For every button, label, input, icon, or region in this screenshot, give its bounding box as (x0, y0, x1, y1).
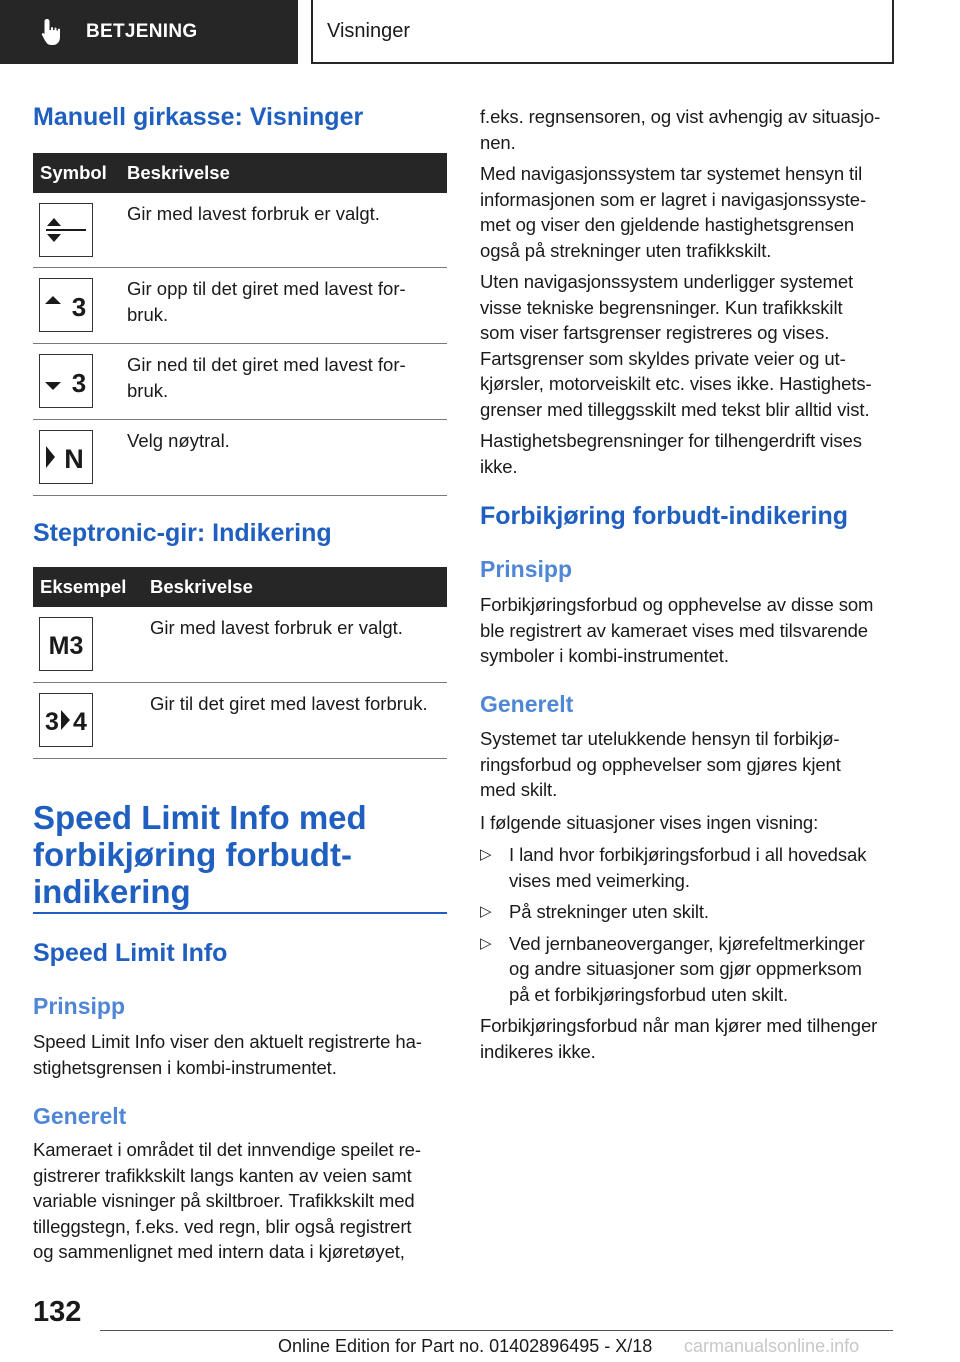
table-manuell-symbols (33, 153, 447, 496)
bullet-list (480, 842, 900, 1007)
heading-manuell-girkasse: Manuell girkasse: Visninger (33, 103, 364, 131)
gear-digit: 3 (71, 368, 87, 396)
row-description (127, 268, 406, 343)
row-description: Gir med lavest forbruk er valgt. (150, 617, 403, 638)
heading-line: forbikjøring forbudt- (33, 836, 352, 873)
table-steptronic-examples (33, 567, 447, 759)
text-line: nen. (480, 131, 516, 153)
text-line: I land hvor forbikjøringsforbud i all hovedsak (509, 844, 867, 865)
text-line: På strekninger uten skilt. (509, 901, 709, 922)
text-line: Ved jernbaneoverganger, kjørefeltmerkinger (509, 932, 865, 954)
paragraph-prinsipp (33, 1029, 453, 1080)
text-line: som viser fartsgrenser registreres og vises. (480, 322, 830, 343)
neutral-symbol (39, 430, 93, 484)
paragraph-generelt-right (480, 726, 900, 803)
text-line: ringsforbud og opphevelser som gjøres kjent (480, 753, 841, 775)
text-line: vises med veimerking. (509, 869, 690, 891)
text-line: Speed Limit Info viser den aktuelt registrerte ha- (33, 1031, 422, 1052)
text-line: variable visninger på skiltbroer. Trafikkskilt med (33, 1190, 415, 1211)
list-item (480, 842, 900, 893)
shift-down-icon (43, 366, 89, 396)
list-item (480, 899, 900, 925)
table-row (33, 683, 447, 759)
text-line: ikke. (480, 455, 518, 477)
shift-down-symbol (39, 354, 93, 408)
paragraph-tilhenger (480, 1013, 900, 1064)
paragraph-prinsipp-right (480, 592, 900, 669)
text-line: Uten navigasjonssystem underligger systemet (480, 271, 854, 292)
text-line: og andre situasjoner som gjør oppmerksom (509, 958, 862, 979)
header-chapter-tab (311, 0, 894, 64)
heading-generelt: Generelt (33, 1103, 127, 1129)
text-line: tilleggstegn, f.eks. ved regn, blir også registrert (33, 1215, 412, 1237)
heading-steptronic: Steptronic-gir: Indikering (33, 519, 332, 547)
col-description-header: Beskrivelse (150, 576, 253, 597)
text-line: Fartsgrenser som skyldes private veier og ut- (480, 347, 846, 369)
text-line: med skilt. (480, 779, 558, 800)
text-line: også på strekninger uten trafikkskilt. (480, 239, 772, 261)
heading-prinsipp-right: Prinsipp (480, 556, 573, 582)
text-line: indikeres ikke. (480, 1040, 596, 1062)
text-line: og sammenlignet med intern data i kjøretøyet, (33, 1241, 405, 1262)
table-header (33, 567, 447, 607)
heading-line: indikering (33, 873, 191, 910)
text-line: stighetsgrensen i kombi-instrumentet. (33, 1056, 337, 1078)
text-line: f.eks. regnsensoren, og vist avhengig av situasjo- (480, 106, 881, 127)
heading-rule (33, 912, 447, 914)
gear-digit: 3 (71, 292, 87, 320)
heading-prinsipp: Prinsipp (33, 993, 126, 1019)
paragraph-navigation (480, 161, 900, 263)
header-section-tab (0, 0, 298, 64)
text-line: Hastighetsbegrensninger for tilhengerdrift vises (480, 430, 862, 451)
desc-line: bruk. (127, 303, 169, 325)
text-line: Kameraet i området til det innvendige speilet re- (33, 1139, 421, 1160)
page-number: 132 (33, 1296, 82, 1328)
shift-3-to-4-icon (42, 705, 90, 735)
gear-digit: 3 (45, 708, 59, 735)
shift-up-symbol (39, 278, 93, 332)
neutral-icon (43, 442, 89, 472)
text-line: symboler i kombi-instrumentet. (480, 645, 729, 666)
table-row (33, 607, 447, 683)
col-description-header: Beskrivelse (127, 162, 230, 183)
col-symbol-header: Symbol (40, 162, 107, 183)
list-item (480, 931, 900, 1008)
watermark-text: carmanualsonline.info (684, 1336, 860, 1356)
paragraph-continued (480, 104, 900, 155)
table-row (33, 420, 447, 496)
text-line: ble registrert av kameraet vises med tilsvarende (480, 619, 868, 641)
pointing-hand-icon (40, 17, 66, 47)
list-item-text (509, 842, 900, 893)
text-line: på et forbikjøringsforbud uten skilt. (509, 983, 789, 1005)
gear-digit: 4 (73, 708, 87, 735)
table-row (33, 193, 447, 268)
list-item-text (509, 931, 900, 1008)
shift-up-icon (43, 290, 89, 320)
triangle-bullet-icon: ▷ (480, 934, 492, 952)
edition-text: Online Edition for Part no. 01402896495 - X/18 (278, 1336, 653, 1356)
heading-forbikjoring: Forbikjøring forbudt-indikering (480, 502, 849, 530)
desc-line: Gir ned til det giret med lavest for- (127, 354, 406, 375)
table-row (33, 268, 447, 344)
triangle-bullet-icon: ▷ (480, 903, 492, 920)
paragraph-generelt (33, 1137, 453, 1265)
gear-letter: N (64, 444, 84, 472)
text-line: kjørsler, motorveiskilt etc. vises ikke. Hastighets- (480, 373, 872, 394)
lowest-consumption-gear-symbol (39, 203, 93, 257)
text-line: met og viser den gjeldende hastighetsgrensen (480, 214, 855, 235)
list-item-text (509, 899, 900, 925)
section-label: BETJENING (86, 21, 198, 42)
text-line: informasjonen som er lagret i navigasjonssyste- (480, 188, 867, 210)
heading-line: Speed Limit Info med (33, 799, 367, 836)
row-description: Gir med lavest forbruk er valgt. (127, 203, 380, 224)
text-line: grenser med tilleggsskilt med tekst blir alltid vist. (480, 398, 870, 420)
paragraph-no-navigation (480, 269, 900, 422)
desc-line: bruk. (127, 379, 169, 401)
text-line: visse tekniske begrensninger. Kun trafikkskilt (480, 296, 843, 318)
row-description (127, 344, 406, 419)
footer-rule (100, 1330, 893, 1331)
text-line: Forbikjøringsforbud og opphevelse av disse som (480, 594, 874, 615)
table-header (33, 153, 447, 193)
heading-generelt-right: Generelt (480, 691, 574, 717)
row-description: Velg nøytral. (127, 430, 230, 451)
triangle-bullet-icon: ▷ (480, 846, 492, 863)
desc-line: Gir opp til det giret med lavest for- (127, 278, 406, 299)
col-example-header: Eksempel (40, 576, 127, 597)
text-line: Systemet tar utelukkende hensyn til forbikjø- (480, 728, 840, 749)
paragraph-situasjoner: I følgende situasjoner vises ingen visning: (480, 812, 819, 833)
manual-gear-icon (42, 629, 90, 659)
chapter-label: Visninger (327, 19, 411, 42)
heading-speed-limit-info-main (33, 799, 447, 910)
text-line: gistrerer trafikkskilt langs kanten av veien samt (33, 1164, 412, 1186)
row-description: Gir til det giret med lavest forbruk. (150, 693, 428, 714)
heading-speed-limit-info: Speed Limit Info (33, 939, 228, 967)
text-line: Med navigasjonssystem tar systemet hensyn til (480, 163, 863, 184)
text-line: Forbikjøringsforbud når man kjører med tilhenger (480, 1015, 878, 1036)
up-down-arrows-icon (44, 215, 88, 245)
gear-label: M3 (48, 632, 84, 659)
paragraph-trailer (480, 428, 900, 479)
3-to-4-symbol (39, 693, 93, 747)
m3-symbol (39, 617, 93, 671)
table-row (33, 344, 447, 420)
